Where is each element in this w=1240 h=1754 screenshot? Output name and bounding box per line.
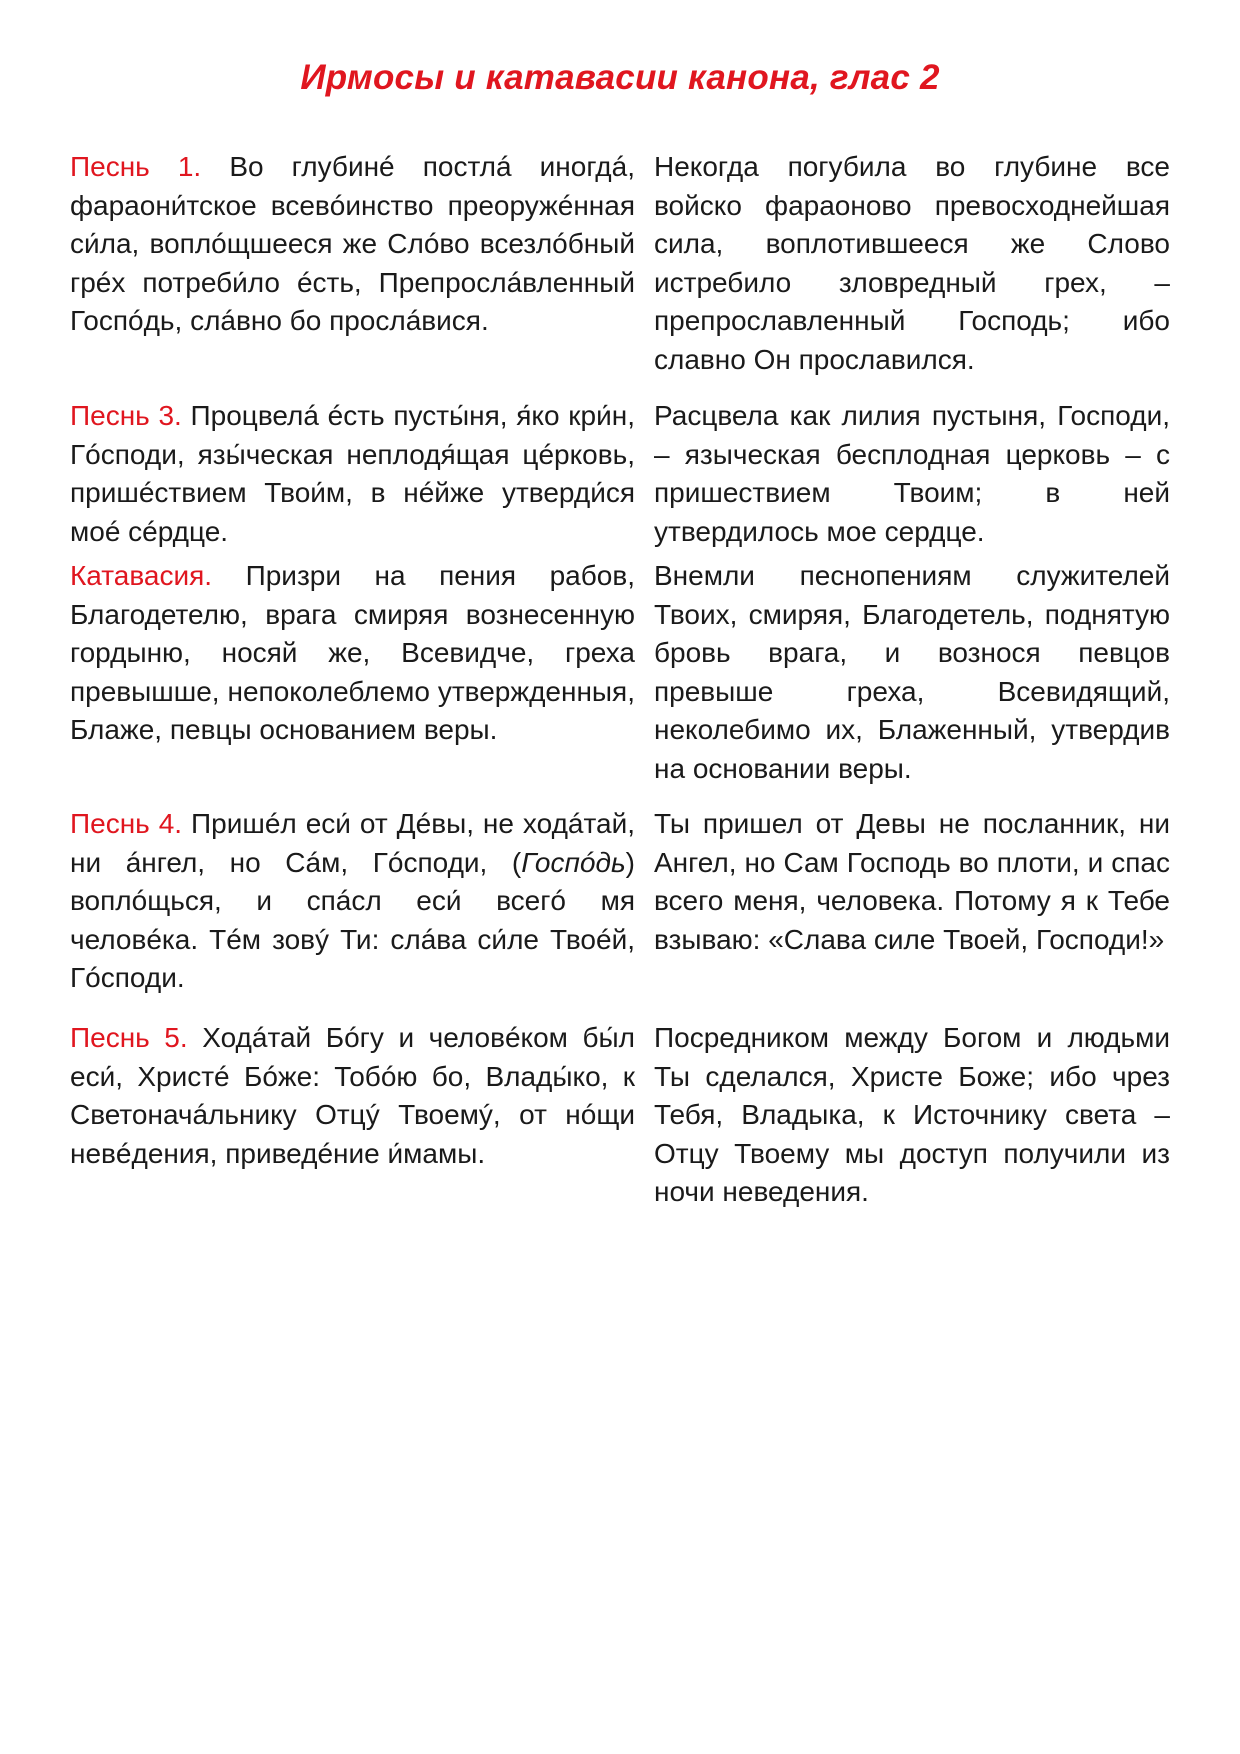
slavonic-text	[70, 557, 635, 789]
section-irmos-5	[70, 1019, 1170, 1212]
russian-text: Некогда погубила во глубине все войско фараоново превосходнейшая сила, воплотившееся же Слово истребило зловредный грех, – препрославленный Господь; ибо славно Он прославился.	[654, 151, 1170, 375]
slavonic-body-after: ) воплóщься, и спáсл еси́ всегó мя человéка. Тéм зовý Ти: слáва си́ле Твоéй, Гóсподи.	[70, 846, 635, 994]
section-irmos-3	[70, 397, 1170, 551]
slavonic-body: Во глубинé постлá иногдá, фараони́тское всевóинство преоружéнная си́ла, воплóщшееся же Слóво всезлóбный грéх потреби́ло éсть, Препрослáвленный Госпóдь, слáвно бо прослáвися.	[70, 151, 635, 337]
slavonic-text	[70, 148, 635, 380]
slavonic-body: Призри на пения рабов, Благодетелю, врага смиряя вознесенную гордыню, носяй же, Всевидче, греха превышше, непоколеблемо утвержденныя, Блаже, певцы основанием веры.	[70, 560, 636, 746]
slavonic-italic-word: Госпóдь	[521, 846, 626, 878]
slavonic-body: Процвелá éсть пусты́ня, я́ко кри́н, Гóсподи, язы́ческая неплодя́щая цéрковь, пришéствием Твои́м, в нéйже утверди́ся моé сéрдце.	[70, 400, 635, 547]
section-label: Песнь 4.	[70, 808, 183, 839]
page-title: Ирмосы и катавасии канона, глас 2	[300, 58, 940, 97]
section-label: Песнь 3.	[70, 400, 182, 431]
russian-text: Внемли песнопениям служителей Твоих, смиряя, Благодетель, поднятую бровь врага, и вознося певцов превыше греха, Всевидящий, неколебимо их, Блаженный, утвердив на основании веры.	[654, 560, 1170, 784]
slavonic-body-before: Пришéл еси́ от Дéвы, не ходáтай, ни áнгел, но Сáм, Гóсподи, (	[70, 808, 635, 878]
russian-text: Расцвела как лилия пустыня, Господи, – языческая бесплодная церковь – с пришествием Твоим; в ней утвердилось мое сердце.	[654, 400, 1170, 547]
russian-text: Ты пришел от Девы не посланник, ни Ангел, но Сам Господь во плоти, и спас всего меня, человека. Потому я к Тебе взываю: «Слава силе Твоей, Господи!»	[654, 808, 1170, 955]
slavonic-body: Ходáтай Бóгу и человéком бы́л еси́, Христé Бóже: Тобóю бо, Влады́ко, к Светоначáльнику Отцý Твоемý, от нóщи невéдения, приведéние и́мамы.	[70, 1022, 635, 1169]
slavonic-text	[70, 397, 635, 551]
section-label: Катавасия.	[70, 560, 213, 591]
section-irmos-1	[70, 148, 1170, 380]
section-katavasia	[70, 557, 1170, 789]
section-irmos-4	[70, 805, 1170, 998]
slavonic-text	[70, 1019, 635, 1212]
section-label: Песнь 5.	[70, 1022, 188, 1053]
slavonic-text	[70, 805, 635, 998]
russian-text: Посредником между Богом и людьми Ты сделался, Христе Боже; ибо чрез Тебя, Владыка, к Источнику света – Отцу Твоему мы доступ получили из ночи неведения.	[654, 1022, 1170, 1208]
section-label: Песнь 1.	[70, 151, 202, 182]
